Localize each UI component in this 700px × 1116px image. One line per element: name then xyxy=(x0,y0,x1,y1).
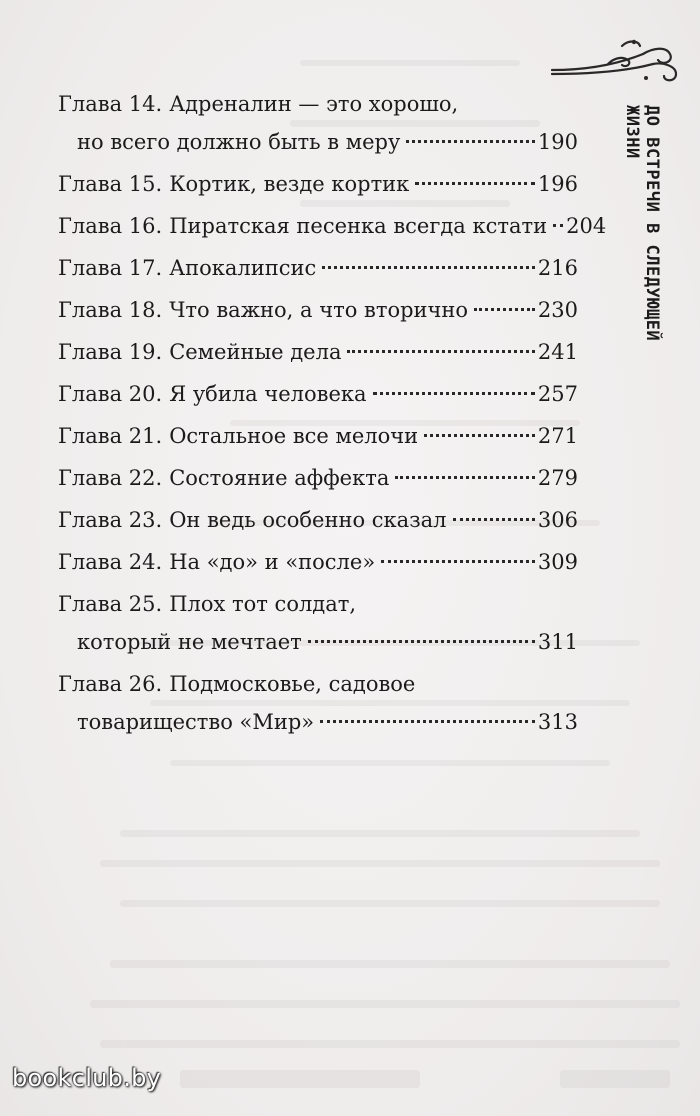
chapter-number: Глава 25. xyxy=(58,592,163,616)
toc-entry xyxy=(58,672,578,734)
dot-leader xyxy=(322,266,535,269)
page-number: 271 xyxy=(537,424,578,448)
page-number: 306 xyxy=(537,508,578,532)
chapter-title: Пиратская песенка всегда кстати xyxy=(169,214,548,238)
chapter-title-continued: который не мечтает xyxy=(77,630,302,654)
chapter-title: На «до» и «после» xyxy=(169,550,376,574)
chapter-title: Подмосковье, садовое xyxy=(169,672,416,696)
chapter-title: Адреналин — это хорошо, xyxy=(169,92,459,116)
dot-leader xyxy=(424,434,535,437)
toc-entry xyxy=(58,592,578,654)
chapter-number: Глава 18. xyxy=(58,298,163,322)
chapter-number: Глава 17. xyxy=(58,256,163,280)
toc-entry xyxy=(58,298,578,322)
dot-leader xyxy=(453,518,535,521)
page-number: 241 xyxy=(537,340,578,364)
page-number: 311 xyxy=(537,630,578,654)
page-number: 204 xyxy=(566,214,607,238)
flourish-scroll-icon xyxy=(548,34,688,90)
page-number: 190 xyxy=(537,130,578,154)
chapter-title: Апокалипсис xyxy=(169,256,317,280)
dot-leader xyxy=(347,350,534,353)
chapter-title: Кортик, везде кортик xyxy=(169,172,410,196)
chapter-number: Глава 26. xyxy=(58,672,163,696)
page-number: 313 xyxy=(537,710,578,734)
chapter-number: Глава 24. xyxy=(58,550,163,574)
dot-leader xyxy=(406,140,535,143)
chapter-number: Глава 20. xyxy=(58,382,163,406)
toc-entry xyxy=(58,214,607,238)
toc-entry xyxy=(58,466,578,490)
page-number: 309 xyxy=(537,550,578,574)
page-number: 196 xyxy=(537,172,578,196)
chapter-number: Глава 14. xyxy=(58,92,163,116)
toc-entry xyxy=(58,256,578,280)
chapter-number: Глава 23. xyxy=(58,508,163,532)
running-head: ДО ВСТРЕЧИ В СЛЕДУЮЩЕЙ ЖИЗНИ xyxy=(622,105,662,342)
toc-entry xyxy=(58,424,578,448)
chapter-title: Состояние аффекта xyxy=(169,466,390,490)
dot-leader xyxy=(308,640,535,643)
dot-leader xyxy=(320,720,535,723)
page-number: 230 xyxy=(537,298,578,322)
toc-entry xyxy=(58,172,578,196)
toc-entry xyxy=(58,382,578,406)
chapter-number: Глава 16. xyxy=(58,214,163,238)
dot-leader xyxy=(381,560,535,563)
chapter-title: Я убила человека xyxy=(169,382,367,406)
chapter-number: Глава 19. xyxy=(58,340,163,364)
dot-leader xyxy=(415,182,535,185)
dot-leader xyxy=(373,392,535,395)
dot-leader xyxy=(395,476,535,479)
page-number: 257 xyxy=(537,382,578,406)
toc-entry xyxy=(58,92,578,154)
toc-entry xyxy=(58,550,578,574)
table-of-contents xyxy=(58,92,607,734)
chapter-title: Он ведь особенно сказал xyxy=(169,508,447,532)
chapter-title-continued: но всего должно быть в меру xyxy=(77,130,401,154)
source-watermark: bookclub.by xyxy=(12,1064,162,1092)
chapter-number: Глава 21. xyxy=(58,424,163,448)
chapter-title-continued: товарищество «Мир» xyxy=(77,710,315,734)
chapter-title: Что важно, а что вторично xyxy=(169,298,469,322)
chapter-title: Плох тот солдат, xyxy=(169,592,357,616)
chapter-title: Остальное все мелочи xyxy=(169,424,419,448)
dot-leader xyxy=(474,308,535,311)
chapter-number: Глава 15. xyxy=(58,172,163,196)
dot-leader xyxy=(553,224,563,227)
page-number: 279 xyxy=(537,466,578,490)
toc-entry xyxy=(58,508,578,532)
page-number: 216 xyxy=(537,256,578,280)
chapter-title: Семейные дела xyxy=(169,340,342,364)
toc-entry xyxy=(58,340,578,364)
chapter-number: Глава 22. xyxy=(58,466,163,490)
